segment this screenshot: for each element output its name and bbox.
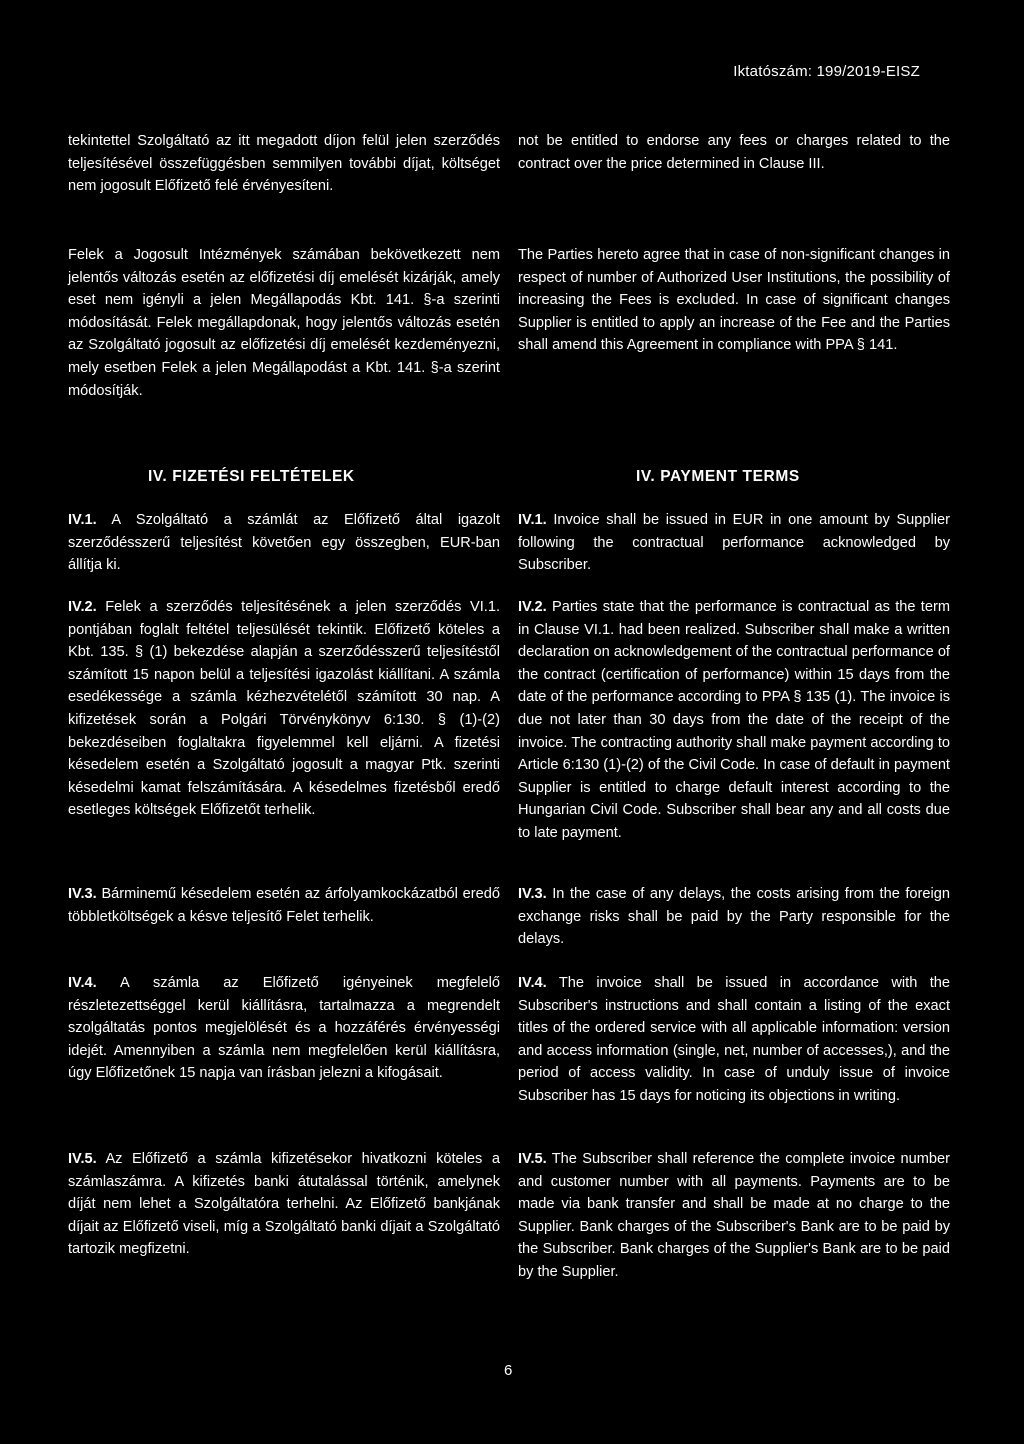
right-clause-iv5 xyxy=(518,1148,950,1284)
clause-text: Invoice shall be issued in EUR in one amount by Supplier following the contractual performance acknowledged by Subscriber. xyxy=(518,512,950,574)
clause-text: A Szolgáltató a számlát az Előfizető által igazolt szerződésszerű teljesítést követően egy összegben, EUR-ban állítja ki. xyxy=(68,512,501,574)
right-section-heading: IV. PAYMENT TERMS xyxy=(636,468,800,485)
document-reference-number: Iktatószám: 199/2019-EISZ xyxy=(733,63,920,80)
clause-number: IV.1. xyxy=(518,512,547,528)
right-clause-iv1 xyxy=(518,509,950,577)
clause-number: IV.3. xyxy=(68,886,97,902)
right-intro-paragraph: not be entitled to endorse any fees or charges related to the contract over the price determined in Clause III. xyxy=(518,133,950,172)
right-changes-paragraph: The Parties hereto agree that in case of non-significant changes in respect of number of Authorized User Institutions, the possibility of increasing the Fees is excluded. In case of significant changes Supplier is entitled to apply an increase of the Fee and the Parties shall amend this Agreement in compliance with PPA § 141. xyxy=(518,247,950,354)
left-clause-iv5 xyxy=(68,1148,500,1261)
clause-text: Bárminemű késedelem esetén az árfolyamkockázatból eredő többletköltségek a késve teljesítő Felet terhelik. xyxy=(68,886,500,925)
right-clause-iv2 xyxy=(518,596,950,845)
right-clause-iv4 xyxy=(518,972,950,1108)
clause-text: A számla az Előfizető igényeinek megfelelő részletezettséggel kerül kiállításra, tartalmazza a megrendelt szolgáltatás pontos megjelölését és a hozzáférés érvényességi idejét. Amennyiben a számla nem megfelelően kerül kiállításra, úgy Előfizetőnek 15 napja van írásban jelezni a kifogásait. xyxy=(68,975,500,1082)
left-section-heading: IV. FIZETÉSI FELTÉTELEK xyxy=(148,468,355,485)
right-clause-iv3 xyxy=(518,883,950,951)
clause-number: IV.2. xyxy=(518,599,547,615)
clause-number: IV.4. xyxy=(518,975,547,991)
left-clause-iv4 xyxy=(68,972,500,1085)
left-changes-paragraph: Felek a Jogosult Intézmények számában bekövetkezett nem jelentős változás esetén az előfizetési díj emelését kizárják, amely eset nem igényli a jelen Megállapodás Kbt. 141. §-a szerinti módosítását. Felek megállapdonak, hogy jelentős változás esetén az Szolgáltató jogosult az előfizetési díj emelését kezdeményezni, mely esetben Felek a jelen Megállapodást a Kbt. 141. §-a szerint módosítják. xyxy=(68,247,500,399)
clause-number: IV.2. xyxy=(68,599,97,615)
clause-text: Parties state that the performance is contractual as the term in Clause VI.1. had been realized. Subscriber shall make a written declaration on acknowledgement of the contractual performance of the contract (certification of performance) within 15 days from the date of the performance according to PPA § 135 (1). The invoice is due not later than 30 days from the date of the receipt of the invoice. The contracting authority shall make payment according to Article 6:130 (1)-(2) of the Civil Code. In case of default in payment Supplier is entitled to charge default interest according to the Hungarian Civil Code. Subscriber shall bear any and all costs due to late payment. xyxy=(518,599,950,841)
clause-text: The Subscriber shall reference the complete invoice number and customer number with all payments. Payments are to be made via bank transfer and shall be made at no charge to the Supplier. Bank charges of the Subscriber's Bank are to be paid by the Subscriber. Bank charges of the Supplier's Bank are to be paid by the Supplier. xyxy=(518,1151,950,1280)
left-intro-paragraph: tekintettel Szolgáltató az itt megadott díjon felül jelen szerződés teljesítésével összefüggésben semmilyen további díjat, költséget nem jogosult Előfizető felé érvényesíteni. xyxy=(68,133,500,195)
left-clause-iv3 xyxy=(68,883,500,928)
clause-number: IV.4. xyxy=(68,975,97,991)
clause-number: IV.1. xyxy=(68,512,97,528)
left-clause-iv1 xyxy=(68,509,500,577)
left-clause-iv2 xyxy=(68,596,500,822)
clause-text: The invoice shall be issued in accordance with the Subscriber's instructions and shall contain a listing of the exact titles of the ordered service with all applicable information: version and access information (single, net, number of accesses,), and the period of access validity. In case of unduly issue of invoice Subscriber has 15 days for noticing its objections in writing. xyxy=(518,975,950,1104)
clause-number: IV.5. xyxy=(68,1151,97,1167)
clause-text: In the case of any delays, the costs arising from the foreign exchange risks shall be paid by the Party responsible for the delays. xyxy=(518,886,950,948)
page-number: 6 xyxy=(504,1362,513,1379)
clause-text: Felek a szerződés teljesítésének a jelen szerződés VI.1. pontjában foglalt feltétel teljesülését tekintik. Előfizető köteles a Kbt. 135. § (1) bekezdése alapján a szerződésszerű teljesítéstől számított 15 napon belül a teljesítési igazolást kiállítani. A számla esedékessége a számla kézhezvételétől számított 30 nap. A kifizetések során a Polgári Törvénykönyv 6:130. § (1)-(2) bekezdéseiben foglaltakra figyelemmel kell eljárni. A fizetési késedelem esetén a Szolgáltató jogosult a magyar Ptk. szerinti késedelmi kamat felszámítására. A késedelmes fizetésből eredő esetleges költségek Előfizetőt terhelik. xyxy=(68,599,500,819)
clause-number: IV.5. xyxy=(518,1151,547,1167)
clause-number: IV.3. xyxy=(518,886,547,902)
clause-text: Az Előfizető a számla kifizetésekor hivatkozni köteles a számlaszámra. A kifizetés banki átutalással történik, amelynek díját nem lehet a Szolgáltatóra terhelni. Az Előfizető bankjának díjait az Előfizető viseli, míg a Szolgáltató banki díjait a Szolgáltató tartozik megfizetni. xyxy=(68,1151,500,1258)
